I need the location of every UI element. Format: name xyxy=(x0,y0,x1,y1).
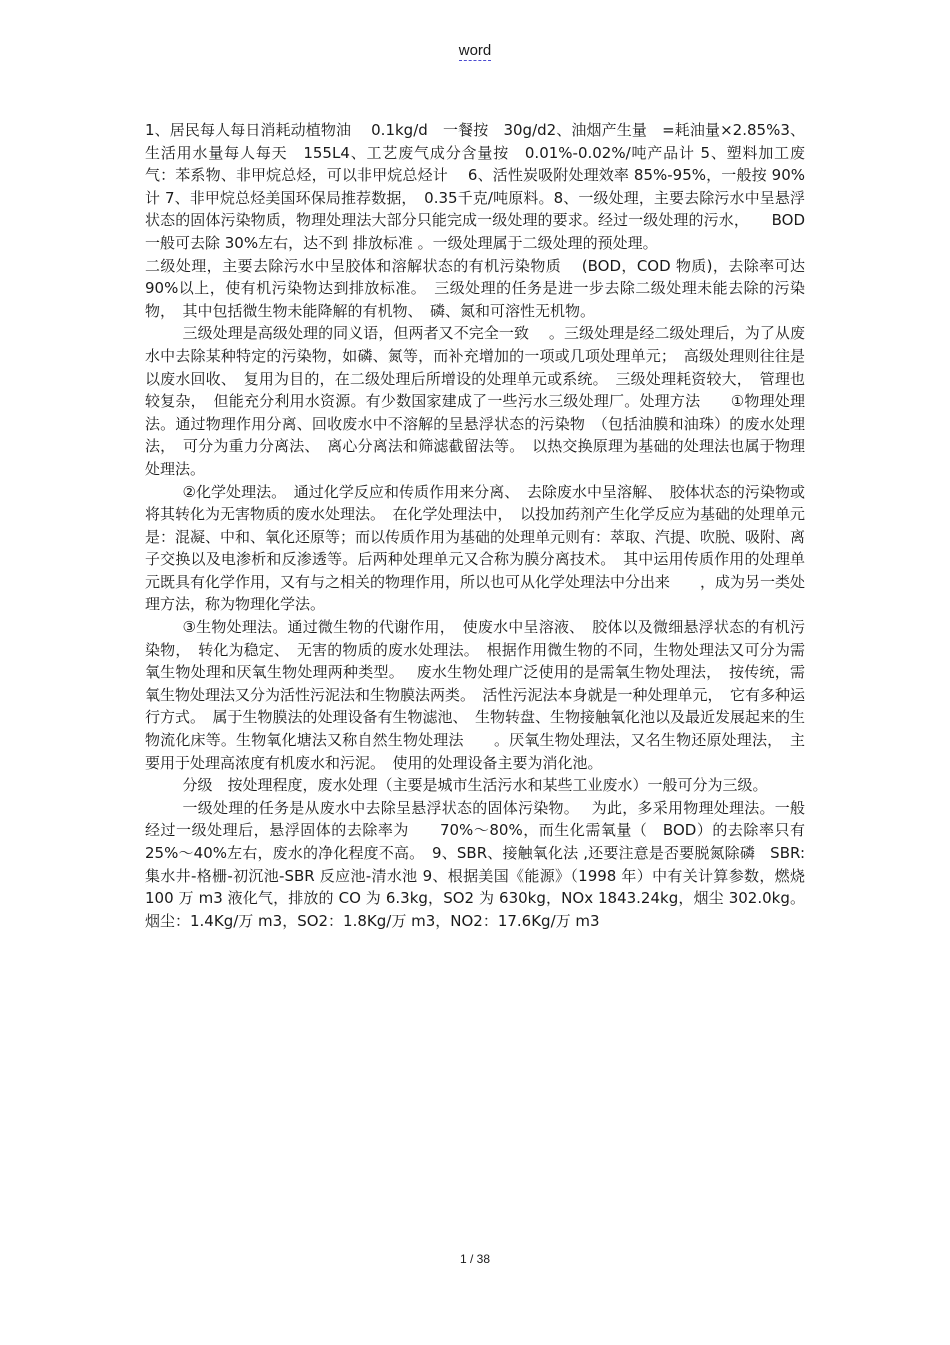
page-number: 1 / 38 xyxy=(459,1252,491,1266)
document-body xyxy=(145,119,821,932)
paragraph: ③生物处理法。通过微生物的代谢作用， 使废水中呈溶液、 胶体以及微细悬浮状态的有机污染物， 转化为稳定、 无害的物质的废水处理法。 根据作用微生物的不同，生物处理法又可分为需氧生物处理和厌氧生物处理两种类型。 废水生物处理广泛使用的是需氧生物处理法， 按传统，需氧生物处理法又分为活性污泥法和生物膜法两类。 活性污泥法本身就是一种处理单元， 它有多种运行方式。 属于生物膜法的处理设备有生物滤池、 生物转盘、生物接触氧化池以及最近发展起来的生物流化床等。生物氧化塘法又称自然生物处理法 。厌氧生物处理法，又名生物还原处理法， 主要用于处理高浓度有机废水和污泥。 使用的处理设备主要为消化池。 xyxy=(145,618,806,772)
paragraph: 二级处理，主要去除污水中呈胶体和溶解状态的有机污染物质 (BOD，COD 物质)，去除率可达 90%以上，使有机污染物达到排放标准。 三级处理的任务是进一步去除二级处理未能去除的污染物， 其中包括微生物未能降解的有机物、 磷、氮和可溶性无机物。 xyxy=(145,256,810,320)
page-footer xyxy=(0,1252,950,1266)
paragraph: 一级处理的任务是从废水中去除呈悬浮状态的固体污染物。 为此，多采用物理处理法。一般经过一级处理后，悬浮固体的去除率为 70%～80%，而生化需氧量（ BOD）的去除率只有 25%～40%左右，废水的净化程度不高。 9、SBR、接触氧化法 ,还要注意是否要脱氮除磷 SBR:集水井-格栅-初沉池-SBR 反应池-清水池 9、根据美国《能源》（1998 年）中有关计算参数，燃烧 100 万 m3 液化气，排放的 CO 为 6.3kg，SO2 为 630kg，NOx 1843.24kg，烟尘 302.0kg。烟尘：1.4Kg/万 m3，SO2：1.8Kg/万 m3，NO2：17.6Kg/万 m3 xyxy=(145,798,821,930)
paragraph: 1、居民每人每日消耗动植物油 0.1kg/d 一餐按 30g/d2、油烟产生量 =耗油量×2.85%3、生活用水量每人每天 155L4、工艺废气成分含量按 0.01%-0.02%/吨产品计 5、塑料加工废气：苯系物、非甲烷总烃，可以非甲烷总烃计 6、活性炭吸附处理效率 85%-95%，一般按 90%计 7、非甲烷总烃美国环保局推荐数据， 0.35千克/吨原料。8、一级处理，主要去除污水中呈悬浮状态的固体污染物质，物理处理法大部分只能完成一级处理的要求。经过一级处理的污水， BOD 一般可去除 30%左右，达不到 排放标准 。一级处理属于二级处理的预处理。 xyxy=(145,121,810,252)
header-title: word xyxy=(458,42,492,59)
page-header xyxy=(0,42,950,61)
paragraph: ②化学处理法。 通过化学反应和传质作用来分离、 去除废水中呈溶解、 胶体状态的污染物或将其转化为无害物质的废水处理法。 在化学处理法中， 以投加药剂产生化学反应为基础的处理单元是：混凝、中和、氧化还原等；而以传质作用为基础的处理单元则有：萃取、汽提、吹脱、吸附、离子交换以及电渗析和反渗透等。后两种处理单元又合称为膜分离技术。 其中运用传质作用的处理单元既具有化学作用，又有与之相关的物理作用，所以也可从化学处理法中分出来 ，成为另一类处理方法，称为物理化学法。 xyxy=(145,482,806,614)
paragraph: 三级处理是高级处理的同义语，但两者又不完全一致 。三级处理是经二级处理后，为了从废水中去除某种特定的污染物，如磷、氮等，而补充增加的一项或几项处理单元； 高级处理则往往是以废水回收、 复用为目的，在二级处理后所增设的处理单元或系统。 三级处理耗资较大， 管理也较复杂， 但能充分利用水资源。有少数国家建成了一些污水三级处理厂。处理方法 ①物理处理法。通过物理作用分离、回收废水中不溶解的呈悬浮状态的污染物 （包括油膜和油珠）的废水处理法， 可分为重力分离法、 离心分离法和筛滤截留法等。 以热交换原理为基础的处理法也属于物理处理法。 xyxy=(145,324,805,478)
paragraph: 分级 按处理程度，废水处理（主要是城市生活污水和某些工业废水）一般可分为三级。 xyxy=(182,776,768,795)
